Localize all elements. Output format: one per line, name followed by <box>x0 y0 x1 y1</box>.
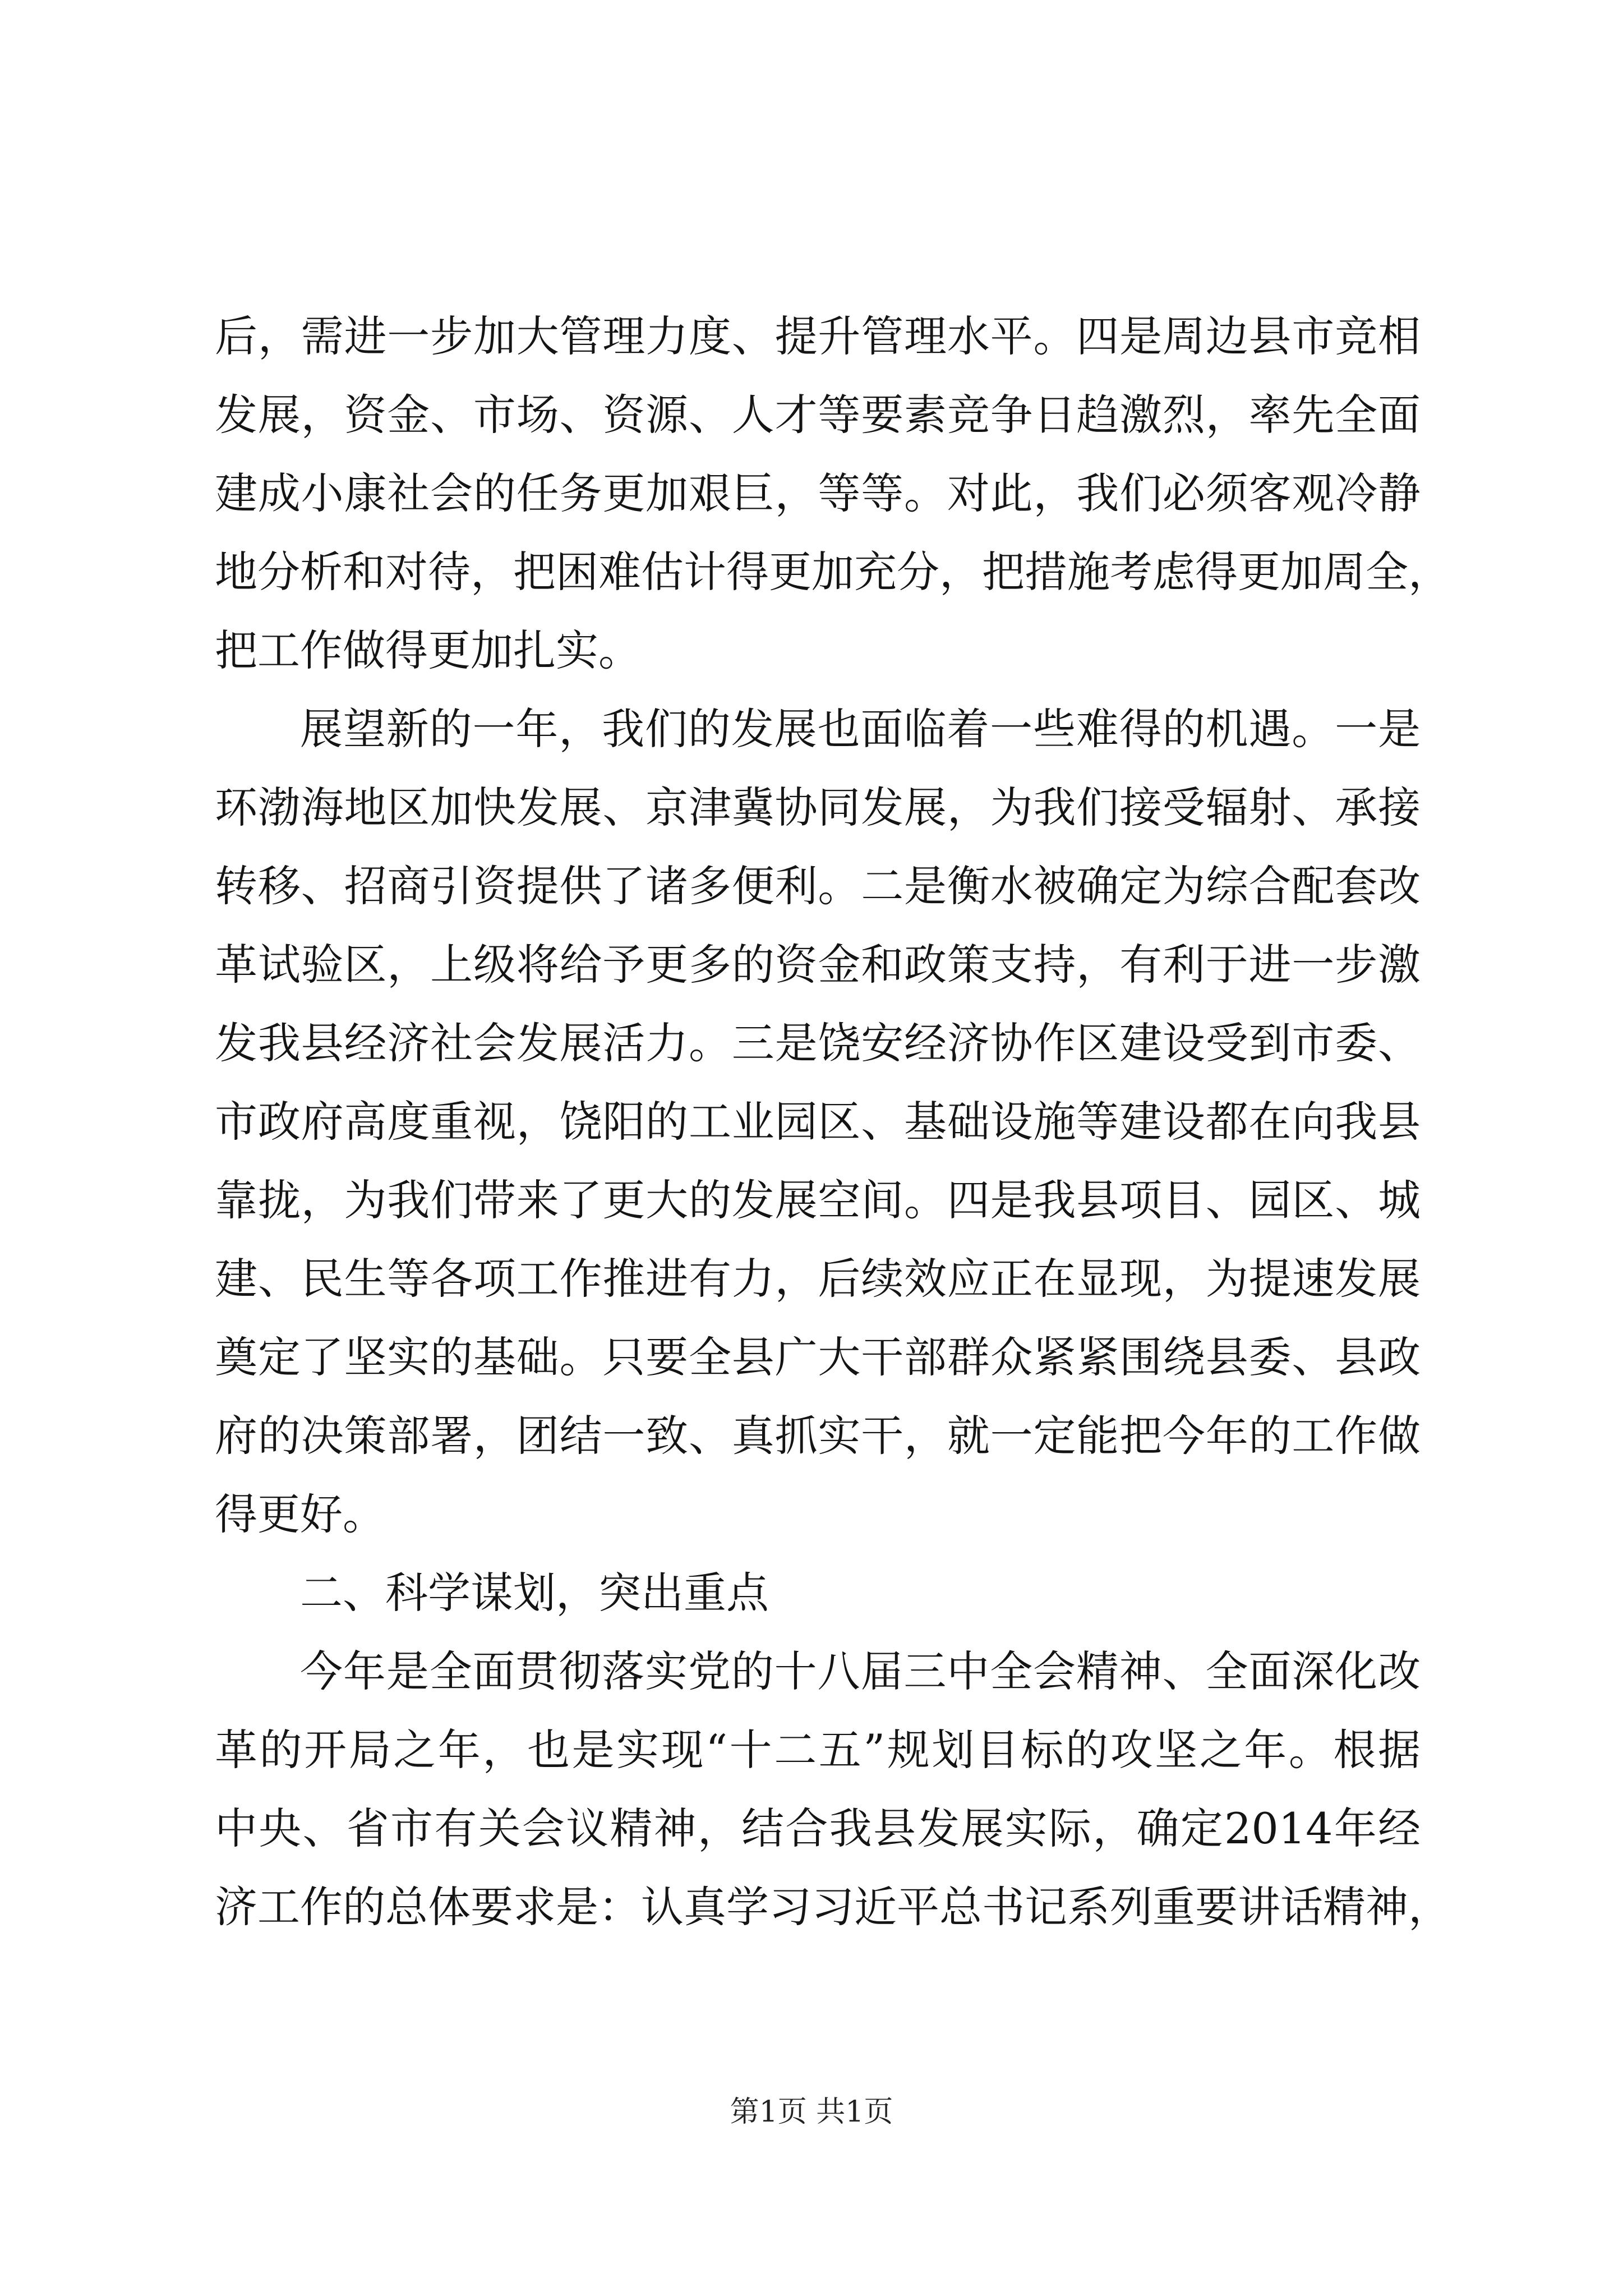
text-line: 奠定了坚实的基础。只要全县广大干部群众紧紧围绕县委、县政 <box>215 1332 1421 1382</box>
text-line: 建、民生等各项工作推进有力，后续效应正在显现，为提速发展 <box>215 1254 1421 1304</box>
text-line: 市政府高度重视，饶阳的工业园区、基础设施等建设都在向我县 <box>215 1097 1421 1147</box>
text-line: 发我县经济社会发展活力。三是饶安经济协作区建设受到市委、 <box>215 1018 1421 1068</box>
paragraph-first-line: 今年是全面贯彻落实党的十八届三中全会精神、全面深化改 <box>300 1646 1421 1696</box>
text-line: 革的开局之年，也是实现“十二五”规划目标的攻坚之年。根据 <box>215 1725 1421 1775</box>
text-line: 革试验区，上级将给予更多的资金和政策支持，有利于进一步激 <box>215 940 1421 990</box>
text-line: 后，需进一步加大管理力度、提升管理水平。四是周边县市竞相 <box>215 311 1421 361</box>
text-line: 建成小康社会的任务更加艰巨，等等。对此，我们必须客观冷静 <box>215 468 1421 518</box>
text-line: 府的决策部署，团结一致、真抓实干，就一定能把今年的工作做 <box>215 1411 1421 1461</box>
text-line: 济工作的总体要求是：认真学习习近平总书记系列重要讲话精神， <box>215 1882 1451 1932</box>
text-line: 转移、招商引资提供了诸多便利。二是衡水被确定为综合配套改 <box>215 861 1421 911</box>
text-line: 地分析和对待，把困难估计得更加充分，把措施考虑得更加周全， <box>215 547 1451 597</box>
text-line: 发展，资金、市场、资源、人才等要素竞争日趋激烈，率先全面 <box>215 390 1421 440</box>
text-line: 靠拢，为我们带来了更大的发展空间。四是我县项目、园区、城 <box>215 1175 1421 1225</box>
text-line: 把工作做得更加扎实。 <box>215 625 641 675</box>
text-line: 环渤海地区加快发展、京津冀协同发展，为我们接受辐射、承接 <box>215 783 1421 832</box>
text-line: 中央、省市有关会议精神，结合我县发展实际，确定2014年经 <box>215 1803 1421 1853</box>
text-line: 得更好。 <box>215 1489 385 1539</box>
paragraph-first-line: 展望新的一年，我们的发展也面临着一些难得的机遇。一是 <box>300 704 1421 754</box>
page-footer: 第1页 共1页 <box>730 2095 893 2129</box>
section-heading: 二、科学谋划，突出重点 <box>300 1568 769 1618</box>
